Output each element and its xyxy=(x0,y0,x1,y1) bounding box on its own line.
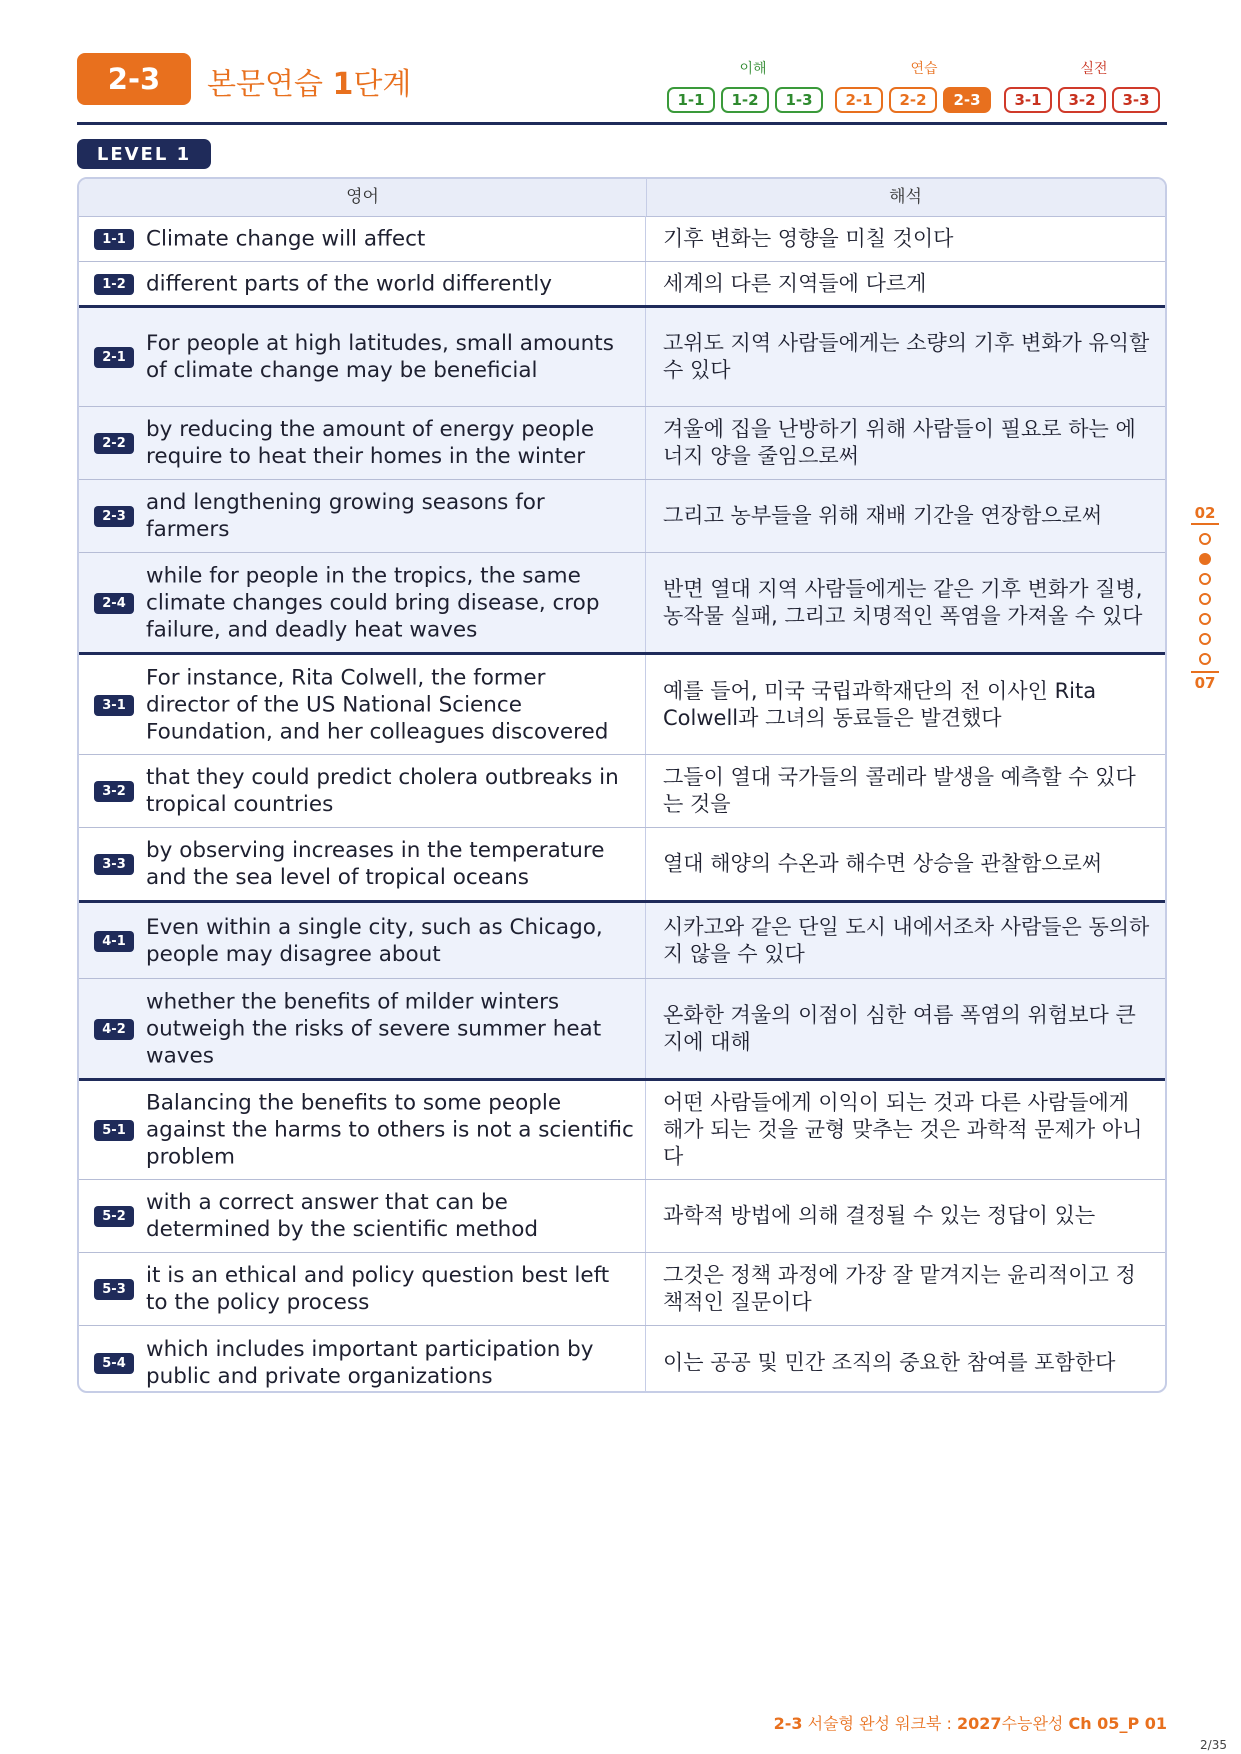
progress-dot[interactable] xyxy=(1199,633,1211,645)
side-nav-start: 02 xyxy=(1191,504,1219,525)
english-text: that they could predict cholera outbreaks in tropical countries xyxy=(146,765,619,817)
group-label-understand: 이해 xyxy=(739,61,767,77)
table-row xyxy=(79,1180,1165,1253)
step-3-2[interactable]: 3-2 xyxy=(1058,87,1106,113)
sentence-number-badge: 1-2 xyxy=(94,274,134,295)
english-text: it is an ethical and policy question best left to the policy process xyxy=(146,1263,610,1315)
korean-text: 반면 열대 지역 사람들에게는 같은 기후 변화가 질병, 농작물 실패, 그리고 치명적인 폭염을 가져올 수 있다 xyxy=(663,576,1143,628)
progress-dot-active[interactable] xyxy=(1199,553,1211,565)
translation-table xyxy=(77,177,1167,1393)
group-label-real: 실전 xyxy=(1080,61,1108,77)
section-badge: 2-3 xyxy=(77,53,191,105)
sentence-number-badge: 2-1 xyxy=(94,347,134,368)
step-2-1[interactable]: 2-1 xyxy=(835,87,883,113)
korean-text: 열대 해양의 수온과 해수면 상승을 관찰함으로써 xyxy=(663,851,1103,876)
english-cell xyxy=(79,1253,646,1325)
table-row xyxy=(79,979,1165,1081)
english-text: Even within a single city, such as Chicago, people may disagree about xyxy=(146,914,603,967)
korean-cell xyxy=(646,1180,1165,1252)
footer-code: 2-3 xyxy=(773,1714,803,1733)
english-text: which includes important participation by public and private organizations xyxy=(146,1336,594,1389)
korean-cell xyxy=(646,1326,1165,1393)
korean-cell xyxy=(646,262,1165,305)
title-prefix: 본문연습 xyxy=(207,67,333,102)
progress-dot[interactable] xyxy=(1199,653,1211,665)
step-2-3[interactable]: 2-3 xyxy=(943,87,991,113)
english-cell xyxy=(79,979,646,1078)
english-cell xyxy=(79,262,646,305)
table-row xyxy=(79,828,1165,903)
korean-cell xyxy=(646,308,1165,406)
korean-cell xyxy=(646,903,1165,978)
table-row xyxy=(79,903,1165,979)
korean-cell xyxy=(646,553,1165,652)
group-label-practice: 연습 xyxy=(910,61,938,77)
korean-text: 기후 변화는 영향을 미칠 것이다 xyxy=(663,226,954,250)
english-text: by reducing the amount of energy people require to heat their homes in the winter xyxy=(146,417,595,469)
column-header-english: 영어 xyxy=(79,179,647,216)
sentence-number-badge: 5-1 xyxy=(94,1120,134,1141)
table-row xyxy=(79,308,1165,407)
korean-cell xyxy=(646,216,1165,261)
english-cell xyxy=(79,553,646,652)
header-divider xyxy=(77,122,1167,125)
page-title xyxy=(207,59,411,103)
sentence-number-badge: 2-2 xyxy=(94,433,134,454)
korean-text: 세계의 다른 지역들에 다르게 xyxy=(663,271,927,295)
english-cell xyxy=(79,655,646,754)
korean-cell xyxy=(646,755,1165,827)
sentence-number-badge: 3-3 xyxy=(94,854,134,875)
footer-series: 수능완성 xyxy=(1001,1714,1069,1733)
english-cell xyxy=(79,308,646,406)
sentence-number-badge: 5-3 xyxy=(94,1279,134,1300)
english-text: For instance, Rita Colwell, the former director of the US National Science Foundation, and her colleagues discovered xyxy=(146,665,609,744)
title-suffix: 단계 xyxy=(353,67,412,102)
english-text: whether the benefits of milder winters outweigh the risks of severe summer heat waves xyxy=(146,989,602,1068)
table-row xyxy=(79,1081,1165,1180)
sentence-number-badge: 4-1 xyxy=(94,931,134,952)
korean-cell xyxy=(646,480,1165,552)
footer-text: 서술형 완성 워크북 : xyxy=(802,1714,958,1733)
sentence-number-badge: 4-2 xyxy=(94,1019,134,1040)
english-cell xyxy=(79,407,646,479)
english-text: with a correct answer that can be determined by the scientific method xyxy=(146,1190,539,1242)
side-progress-nav xyxy=(1191,504,1223,692)
korean-cell xyxy=(646,828,1165,900)
page-header xyxy=(77,53,1167,125)
footer-chapter: Ch 05_P 01 xyxy=(1068,1714,1167,1733)
step-2-2[interactable]: 2-2 xyxy=(889,87,937,113)
english-text: and lengthening growing seasons for farmers xyxy=(146,490,545,542)
sentence-number-badge: 5-4 xyxy=(94,1353,134,1374)
english-cell xyxy=(79,216,646,261)
english-text: different parts of the world differently xyxy=(146,271,552,296)
table-row xyxy=(79,407,1165,480)
progress-dot[interactable] xyxy=(1199,573,1211,585)
table-row xyxy=(79,755,1165,828)
level-badge: LEVEL 1 xyxy=(77,139,211,169)
step-1-2[interactable]: 1-2 xyxy=(721,87,769,113)
english-cell xyxy=(79,1326,646,1393)
korean-text: 이는 공공 및 민간 조직의 중요한 참여를 포함한다 xyxy=(663,1350,1116,1374)
korean-text: 과학적 방법에 의해 결정될 수 있는 정답이 있는 xyxy=(663,1203,1096,1228)
sentence-number-badge: 3-2 xyxy=(94,781,134,802)
english-cell xyxy=(79,828,646,900)
korean-cell xyxy=(646,655,1165,754)
korean-text: 그것은 정책 과정에 가장 잘 맡겨지는 윤리적이고 정책적인 질문이다 xyxy=(663,1263,1136,1314)
table-row xyxy=(79,480,1165,553)
korean-text: 그들이 열대 국가들의 콜레라 발생을 예측할 수 있다는 것을 xyxy=(663,765,1136,816)
page-number: 2/35 xyxy=(1200,1738,1227,1752)
sentence-number-badge: 5-2 xyxy=(94,1206,134,1227)
korean-cell xyxy=(646,979,1165,1078)
progress-dot[interactable] xyxy=(1199,593,1211,605)
korean-cell xyxy=(646,407,1165,479)
sentence-number-badge: 2-3 xyxy=(94,506,134,527)
english-text: For people at high latitudes, small amounts of climate change may be beneficial xyxy=(146,331,614,383)
table-row xyxy=(79,262,1165,308)
korean-text: 시카고와 같은 단일 도시 내에서조차 사람들은 동의하지 않을 수 있다 xyxy=(663,914,1150,966)
english-cell xyxy=(79,903,646,978)
sentence-number-badge: 3-1 xyxy=(94,695,134,716)
english-text: Climate change will affect xyxy=(146,226,426,251)
table-row xyxy=(79,553,1165,655)
column-header-korean: 해석 xyxy=(889,187,922,207)
english-text: Balancing the benefits to some people against the harms to others is not a scientific problem xyxy=(146,1090,634,1170)
english-text: while for people in the tropics, the same climate changes could bring disease, crop failure, and deadly heat waves xyxy=(146,563,600,642)
english-cell xyxy=(79,755,646,827)
korean-cell xyxy=(646,1253,1165,1325)
english-cell xyxy=(79,1180,646,1252)
table-header xyxy=(79,179,1165,217)
side-nav-end: 07 xyxy=(1191,671,1219,692)
table-row xyxy=(79,1253,1165,1326)
korean-cell xyxy=(646,1081,1165,1179)
korean-text: 온화한 겨울의 이점이 심한 여름 폭염의 위험보다 큰지에 대해 xyxy=(663,1002,1136,1054)
step-3-3[interactable]: 3-3 xyxy=(1112,87,1160,113)
korean-text: 겨울에 집을 난방하기 위해 사람들이 필요로 하는 에너지 양을 줄임으로써 xyxy=(663,417,1136,468)
step-1-3[interactable]: 1-3 xyxy=(775,87,823,113)
progress-dot[interactable] xyxy=(1199,613,1211,625)
table-row xyxy=(79,216,1165,262)
page-footer xyxy=(774,1711,1167,1734)
korean-text: 고위도 지역 사람들에게는 소량의 기후 변화가 유익할 수 있다 xyxy=(663,331,1150,382)
title-number: 1 xyxy=(332,67,354,102)
step-3-1[interactable]: 3-1 xyxy=(1004,87,1052,113)
sentence-number-badge: 1-1 xyxy=(94,229,134,250)
korean-text: 어떤 사람들에게 이익이 되는 것과 다른 사람들에게 해가 되는 것을 균형 맞추는 것은 과학적 문제가 아니다 xyxy=(663,1090,1143,1169)
footer-book: 2027 xyxy=(957,1714,1002,1733)
korean-text: 예를 들어, 미국 국립과학재단의 전 이사인 Rita Colwell과 그녀의 동료들은 발견했다 xyxy=(663,678,1097,730)
korean-text: 그리고 농부들을 위해 재배 기간을 연장함으로써 xyxy=(663,503,1103,528)
english-cell xyxy=(79,480,646,552)
table-row xyxy=(79,1326,1165,1393)
step-1-1[interactable]: 1-1 xyxy=(667,87,715,113)
english-text: by observing increases in the temperature and the sea level of tropical oceans xyxy=(146,838,605,890)
table-row xyxy=(79,655,1165,755)
english-cell xyxy=(79,1081,646,1179)
progress-dot[interactable] xyxy=(1199,533,1211,545)
sentence-number-badge: 2-4 xyxy=(94,593,134,614)
